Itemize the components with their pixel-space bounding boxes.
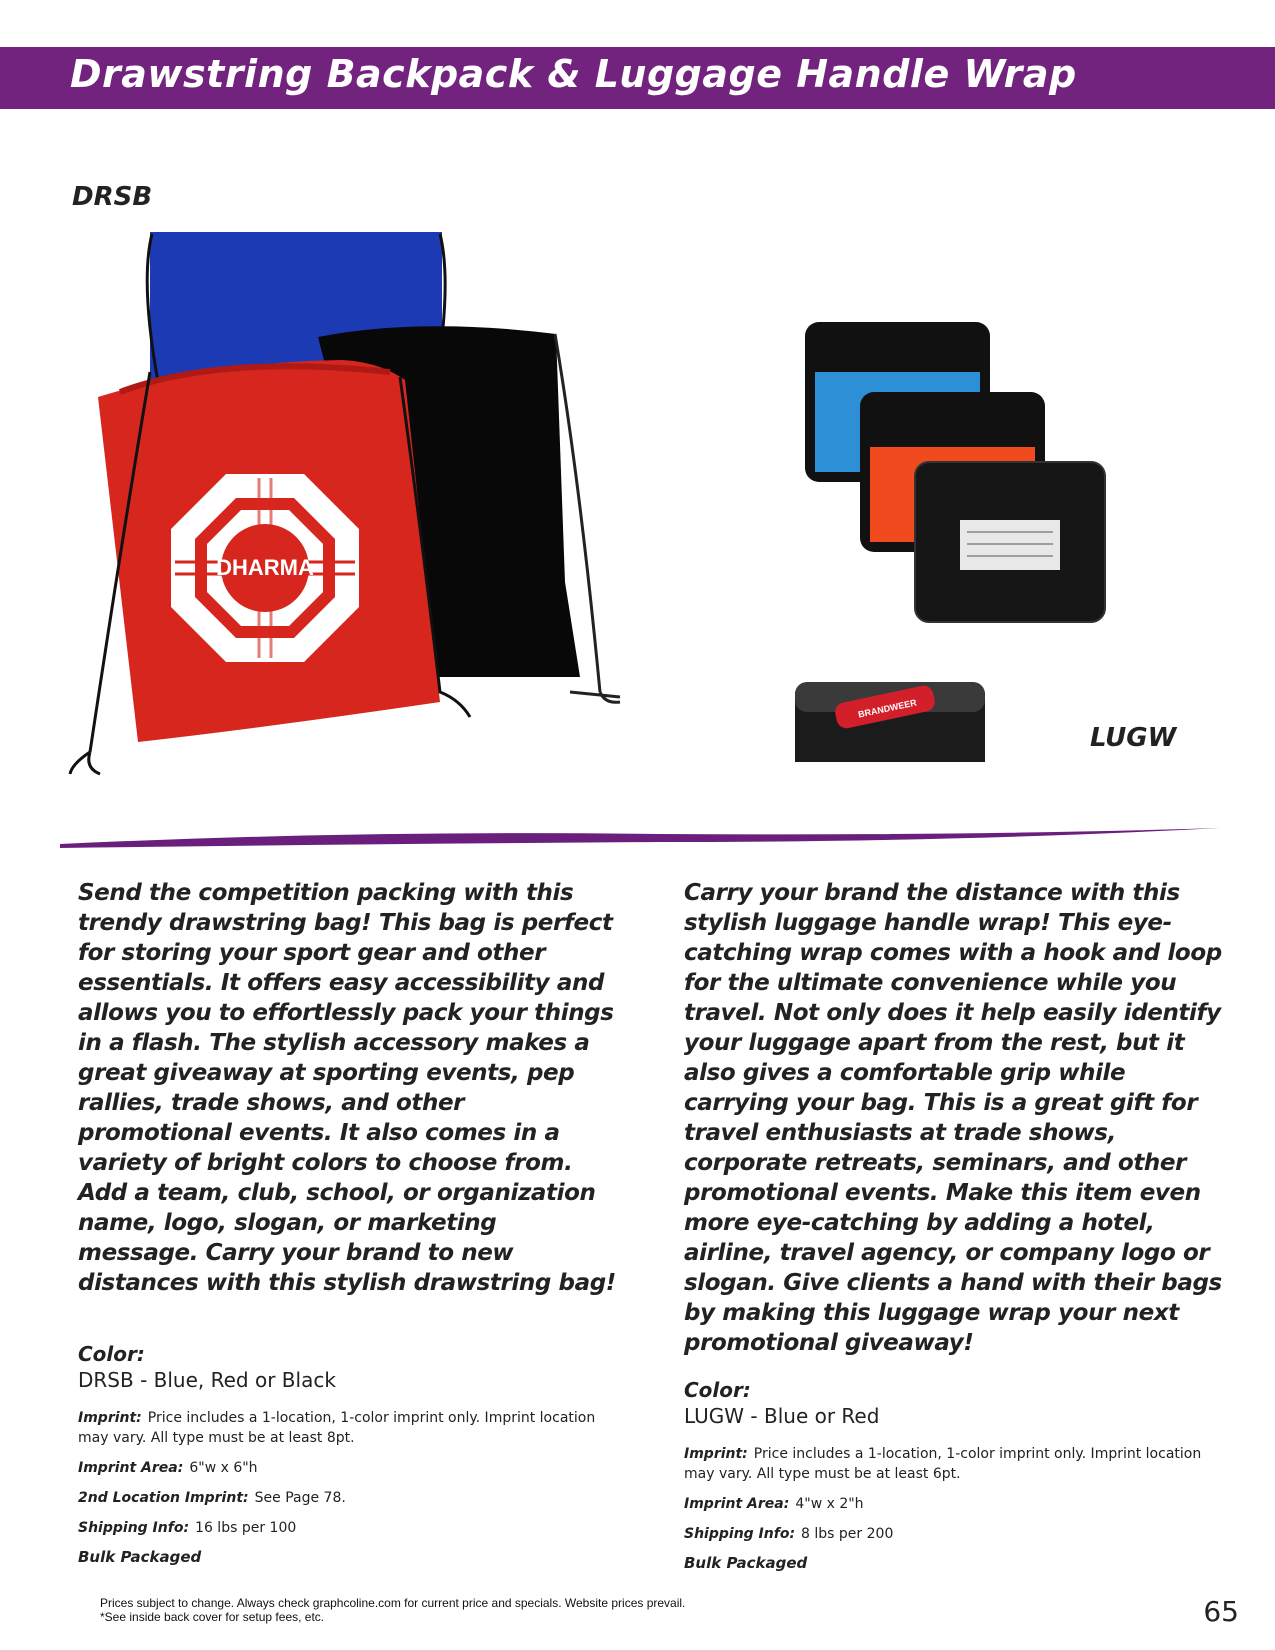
dharma-logo-text: DHARMA	[216, 555, 314, 580]
lugw-shipping-label: Shipping Info:	[684, 1526, 796, 1542]
lugw-color-label: Color:	[684, 1378, 751, 1402]
lugw-code: LUGW	[1090, 723, 1177, 753]
drsb-shipping	[78, 1518, 618, 1538]
drsb-imprint-area-value: 6"w x 6"h	[189, 1460, 258, 1476]
lugw-shipping-value: 8 lbs per 200	[801, 1526, 894, 1542]
footer-notes	[100, 1596, 685, 1624]
lugw-imprint-area-value: 4"w x 2"h	[795, 1496, 864, 1512]
lugw-imprint-label: Imprint:	[684, 1446, 748, 1462]
lugw-imprint-area	[684, 1494, 1224, 1514]
drsb-imprint-text: Price includes a 1-location, 1-color imprint only. Imprint location may vary. All type must be at least 8pt.	[78, 1410, 596, 1446]
setup-fee-note: *See inside back cover for setup fees, etc.	[100, 1610, 325, 1624]
drsb-imprint-area-label: Imprint Area:	[78, 1460, 184, 1476]
page-title: Drawstring Backpack & Luggage Handle Wrap	[70, 52, 1077, 96]
drsb-second-location	[78, 1488, 618, 1508]
lugw-description: Carry your brand the distance with this stylish luggage handle wrap! This eye-catching wrap comes with a hook and loop for the ultimate convenience while you travel. Not only does it help easily identify your luggage apart from the rest, but it also gives a comfortable grip while carrying your bag. This is a great gift for travel enthusiasts at trade shows, corporate retreats, seminars, and other promotional events. Make this item even more eye-catching by adding a hotel, airline, travel agency, or company logo or slogan. Give clients a hand with their bags by making this luggage wrap your next promotional giveaway!	[684, 880, 1222, 1356]
page-number: 65	[1203, 1595, 1239, 1628]
drsb-second-location-label: 2nd Location Imprint:	[78, 1490, 249, 1506]
drsb-product-image	[60, 222, 660, 822]
drsb-color-label: Color:	[78, 1342, 145, 1366]
drsb-bulk: Bulk Packaged	[78, 1548, 202, 1566]
drsb-description: Send the competition packing with this trendy drawstring bag! This bag is perfect for storing your sport gear and other essentials. It offers easy accessibility and allows you to effortlessly pack your things in a flash. The stylish accessory makes a great giveaway at sporting events, pep rallies, trade shows, and other promotional events. It also comes in a variety of bright colors to choose from. Add a team, club, school, or organization name, logo, slogan, or marketing message. Carry your brand to new distances with this stylish drawstring bag!	[78, 880, 616, 1296]
drsb-second-location-value: See Page 78.	[254, 1490, 346, 1506]
drsb-code: DRSB	[72, 182, 153, 212]
brandweer-logo-text: BRANDWEER	[857, 697, 918, 720]
drsb-shipping-label: Shipping Info:	[78, 1520, 190, 1536]
lugw-color-value: LUGW - Blue or Red	[684, 1404, 880, 1428]
header-bar	[0, 47, 1275, 109]
drsb-imprint	[78, 1408, 618, 1448]
lugw-bulk: Bulk Packaged	[684, 1554, 808, 1572]
drsb-color-value: DRSB - Blue, Red or Black	[78, 1368, 336, 1392]
lugw-imprint	[684, 1444, 1224, 1484]
drsb-details	[78, 878, 618, 1566]
drsb-shipping-value: 16 lbs per 100	[195, 1520, 297, 1536]
lugw-details	[684, 878, 1224, 1572]
drsb-imprint-label: Imprint:	[78, 1410, 142, 1426]
lugw-shipping	[684, 1524, 1224, 1544]
brush-divider	[60, 826, 1220, 854]
lugw-imprint-text: Price includes a 1-location, 1-color imprint only. Imprint location may vary. All type must be at least 6pt.	[684, 1446, 1202, 1482]
lugw-imprint-area-label: Imprint Area:	[684, 1496, 790, 1512]
price-note: Prices subject to change. Always check graphcoline.com for current price and specials. Website prices prevail.	[100, 1596, 686, 1610]
drsb-imprint-area	[78, 1458, 618, 1478]
